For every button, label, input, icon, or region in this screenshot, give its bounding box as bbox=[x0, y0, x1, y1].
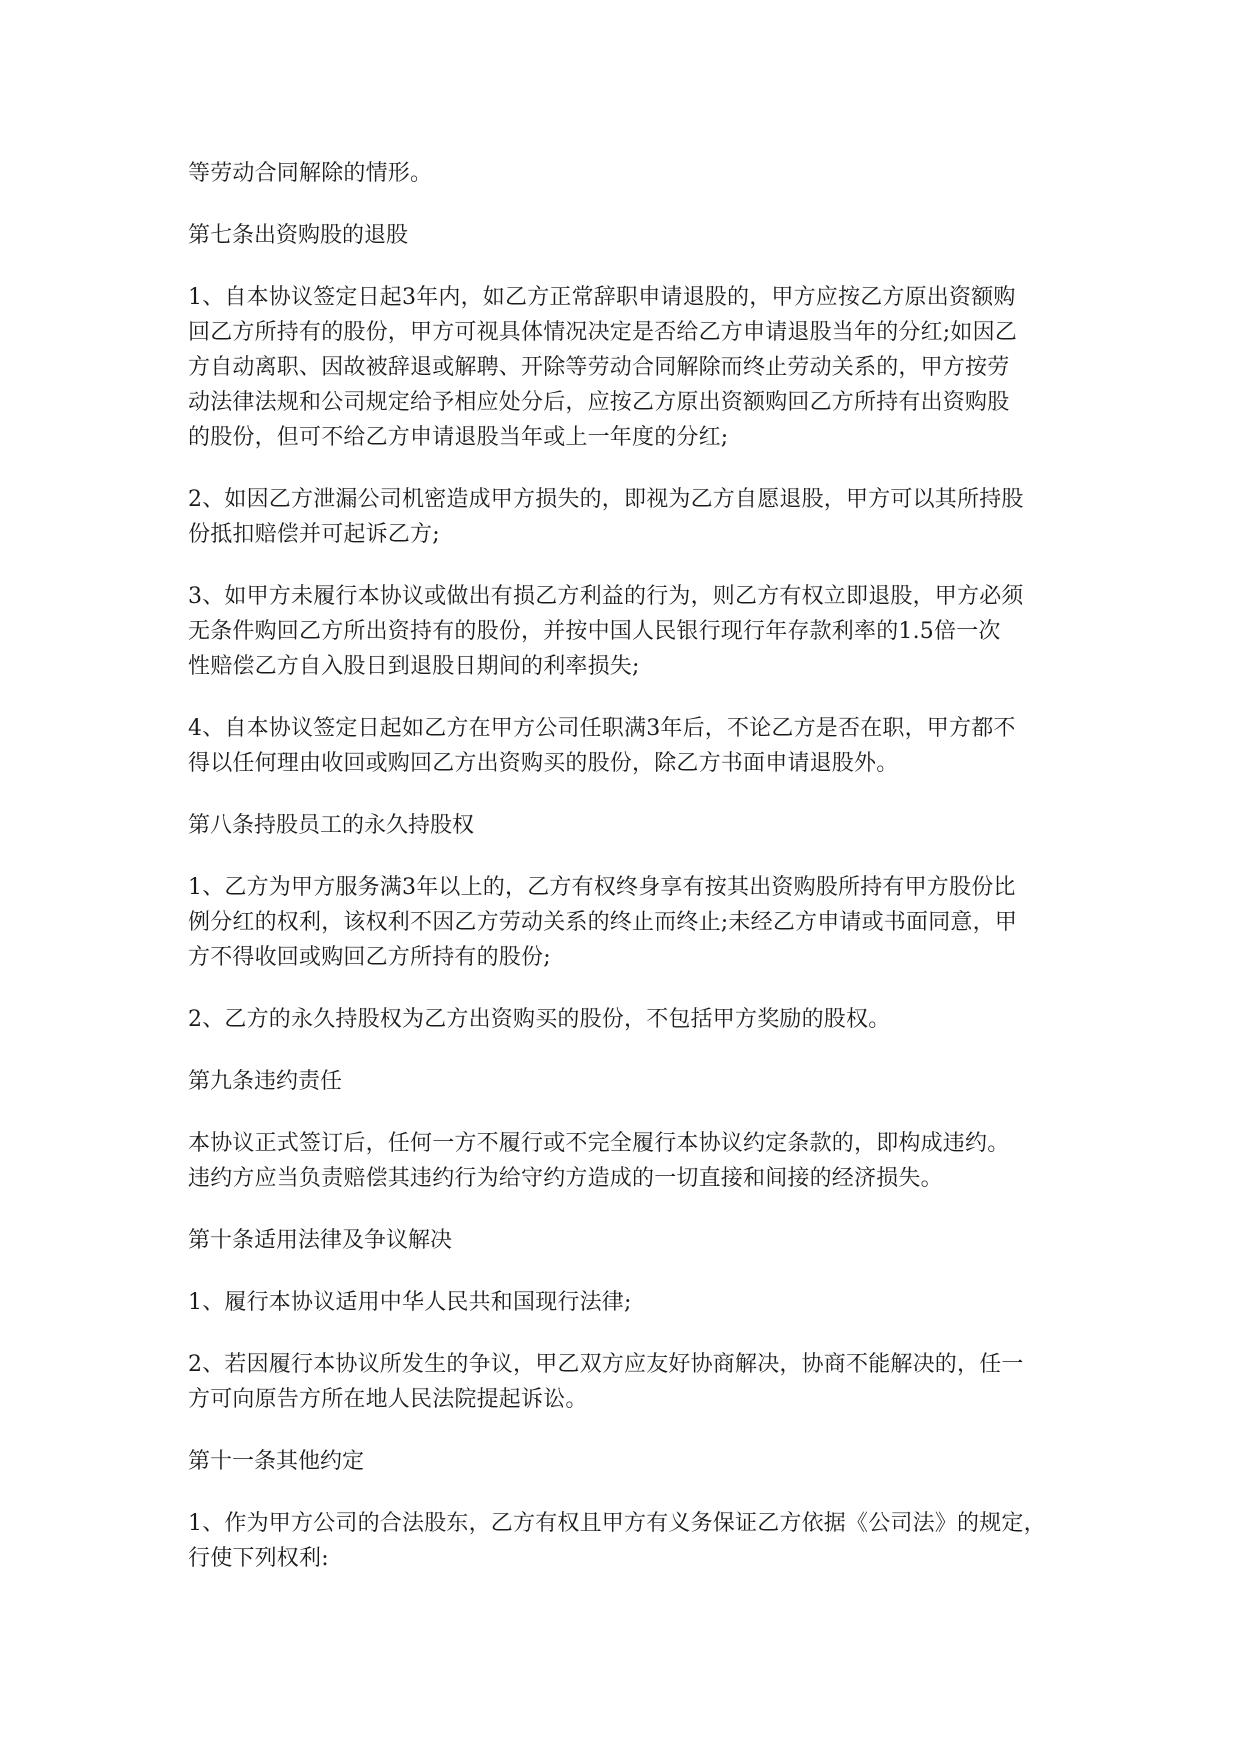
paragraph bbox=[188, 1126, 1068, 1196]
text-line: 2、若因履行本协议所发生的争议，甲乙双方应友好协商解决，协商不能解决的，任一 bbox=[188, 1352, 1024, 1377]
paragraph bbox=[188, 280, 1068, 455]
text-line: 回乙方所持有的股份，甲方可视具体情况决定是否给乙方申请退股当年的分红;如因乙 bbox=[188, 320, 1018, 345]
paragraph bbox=[188, 711, 1068, 781]
text-line: 行使下列权利: bbox=[188, 1546, 329, 1571]
text-line: 得以任何理由收回或购回乙方出资购买的股份，除乙方书面申请退股外。 bbox=[188, 751, 899, 776]
text-line: 1、乙方为甲方服务满3年以上的，乙方有权终身享有按其出资购股所持有甲方股份比 bbox=[188, 875, 1016, 900]
paragraph bbox=[188, 1347, 1068, 1417]
text-line: 例分红的权利，该权利不因乙方劳动关系的终止而终止;未经乙方申请或书面同意，甲 bbox=[188, 910, 1018, 935]
text-line: 2、如因乙方泄漏公司机密造成甲方损失的，即视为乙方自愿退股，甲方可以其所持股 bbox=[188, 487, 1024, 512]
text-line: 的股份，但可不给乙方申请退股当年或上一年度的分红; bbox=[188, 425, 729, 450]
text-line: 第八条持股员工的永久持股权 bbox=[188, 813, 475, 838]
paragraph bbox=[188, 156, 1068, 191]
document-body bbox=[188, 156, 1068, 1576]
text-line: 违约方应当负责赔偿其违约行为给守约方造成的一切直接和间接的经济损失。 bbox=[188, 1166, 943, 1191]
section-heading bbox=[188, 1444, 1068, 1479]
text-line: 第九条违约责任 bbox=[188, 1069, 343, 1094]
text-line: 1、履行本协议适用中华人民共和国现行法律; bbox=[188, 1290, 632, 1315]
text-line: 方可向原告方所在地人民法院提起诉讼。 bbox=[188, 1387, 588, 1412]
text-line: 动法律法规和公司规定给予相应处分后，应按乙方原出资额购回乙方所持有出资购股 bbox=[188, 390, 1010, 415]
text-line: 4、自本协议签定日起如乙方在甲方公司任职满3年后，不论乙方是否在职，甲方都不 bbox=[188, 716, 1016, 741]
text-line: 2、乙方的永久持股权为乙方出资购买的股份，不包括甲方奖励的股权。 bbox=[188, 1007, 891, 1032]
text-line: 3、如甲方未履行本协议或做出有损乙方利益的行为，则乙方有权立即退股，甲方必须 bbox=[188, 584, 1024, 609]
text-line: 无条件购回乙方所出资持有的股份，并按中国人民银行现行年存款利率的1.5倍一次 bbox=[188, 619, 1001, 644]
text-line: 等劳动合同解除的情形。 bbox=[188, 161, 433, 186]
section-heading bbox=[188, 218, 1068, 253]
section-heading bbox=[188, 1064, 1068, 1099]
section-heading bbox=[188, 1223, 1068, 1258]
paragraph bbox=[188, 1285, 1068, 1320]
text-line: 份抵扣赔偿并可起诉乙方; bbox=[188, 522, 440, 547]
text-line: 性赔偿乙方自入股日到退股日期间的利率损失; bbox=[188, 654, 640, 679]
paragraph bbox=[188, 579, 1068, 684]
text-line: 方不得收回或购回乙方所持有的股份; bbox=[188, 945, 551, 970]
paragraph bbox=[188, 870, 1068, 975]
text-line: 方自动离职、因故被辞退或解聘、开除等劳动合同解除而终止劳动关系的，甲方按劳 bbox=[188, 355, 1010, 380]
text-line: 第七条出资购股的退股 bbox=[188, 223, 409, 248]
document-page bbox=[188, 156, 1068, 1603]
text-line: 1、自本协议签定日起3年内，如乙方正常辞职申请退股的，甲方应按乙方原出资额购 bbox=[188, 285, 1016, 310]
paragraph bbox=[188, 1002, 1068, 1037]
section-heading bbox=[188, 808, 1068, 843]
text-line: 第十条适用法律及争议解决 bbox=[188, 1228, 453, 1253]
paragraph bbox=[188, 482, 1068, 552]
text-line: 本协议正式签订后，任何一方不履行或不完全履行本协议约定条款的，即构成违约。 bbox=[188, 1131, 1010, 1156]
text-line: 第十一条其他约定 bbox=[188, 1449, 365, 1474]
text-line: 1、作为甲方公司的合法股东，乙方有权且甲方有义务保证乙方依据《公司法》的规定， bbox=[188, 1511, 1046, 1536]
paragraph bbox=[188, 1506, 1068, 1576]
